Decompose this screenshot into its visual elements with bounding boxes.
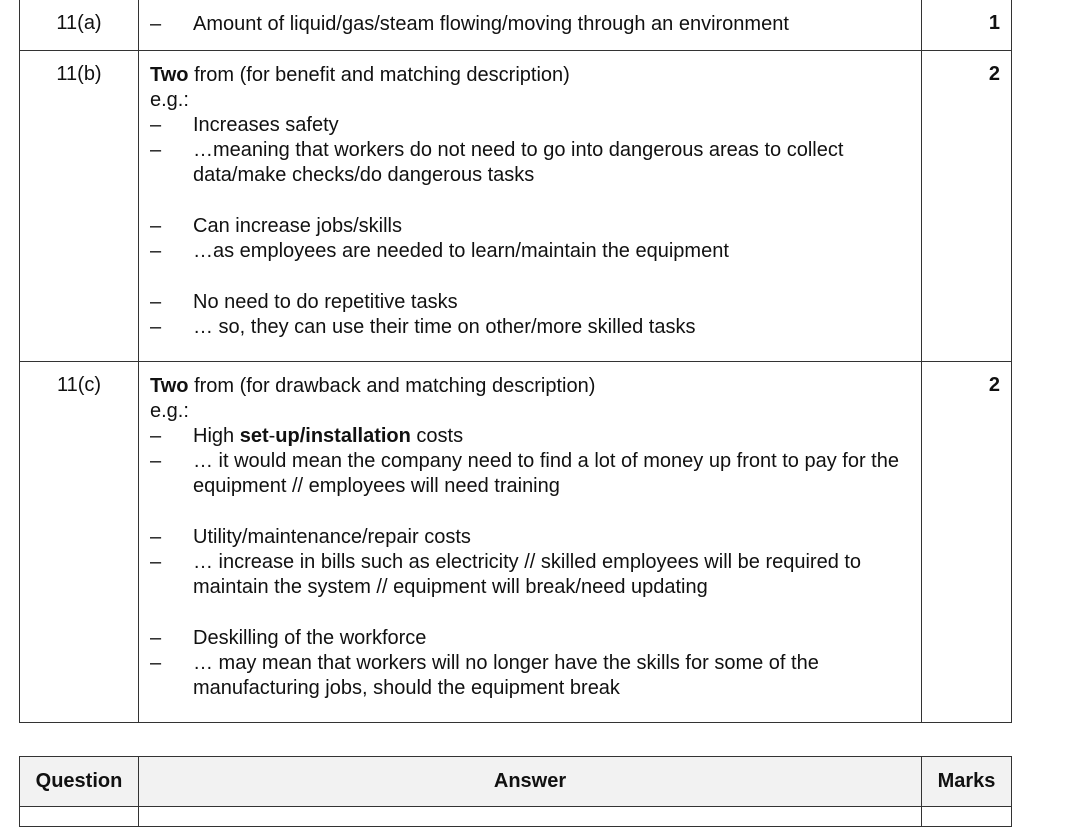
table-row: [20, 0, 1012, 51]
marks-cell: 1: [922, 0, 1012, 51]
list-item: – … may mean that workers will no longer have the skills for some of the manufacturing jobs, should the equipment break: [150, 652, 819, 699]
dash-bullet: –: [150, 13, 162, 35]
table-row: [20, 362, 1012, 723]
list-item: – High set-up/installation costs: [150, 425, 464, 447]
question-cell: 11(b): [20, 51, 139, 362]
list-item: – No need to do repetitive tasks: [150, 291, 458, 313]
header-answer: Answer: [139, 757, 922, 807]
list-item: – … increase in bills such as electricity // skilled employees will be required to maintain the system // equipment will break/need updating: [150, 551, 862, 598]
list-item: – … so, they can use their time on other/more skilled tasks: [150, 316, 696, 338]
list-item: – …meaning that workers do not need to go into dangerous areas to collect data/make checks/do dangerous tasks: [150, 139, 844, 186]
answer-cell: [139, 51, 922, 362]
next-table-header: [19, 756, 1012, 827]
marks-cell: 2: [922, 362, 1012, 723]
list-item: – … it would mean the company need to find a lot of money up front to pay for the equipment // employees will need training: [150, 450, 899, 497]
answer-cell: [139, 0, 922, 51]
list-item: – Can increase jobs/skills: [150, 215, 402, 237]
table-row: [20, 51, 1012, 362]
header-row: [20, 757, 1012, 807]
list-item: [150, 12, 913, 37]
eg-label: e.g.:: [150, 89, 189, 111]
header-marks: Marks: [922, 757, 1012, 807]
list-item: – …as employees are needed to learn/maintain the equipment: [150, 240, 729, 262]
answer-cell: [139, 362, 922, 723]
list-item: – Deskilling of the workforce: [150, 627, 427, 649]
list-item: – Increases safety: [150, 114, 339, 136]
mark-scheme-table: [19, 0, 1012, 723]
list-item: – Utility/maintenance/repair costs: [150, 526, 471, 548]
answer-intro: Two from (for benefit and matching description): [150, 64, 570, 86]
answer-intro: Two from (for drawback and matching description): [150, 375, 596, 397]
header-question: Question: [20, 757, 139, 807]
table-row: [20, 807, 1012, 827]
question-cell: 11(c): [20, 362, 139, 723]
question-cell: 11(a): [20, 0, 139, 51]
eg-label: e.g.:: [150, 400, 189, 422]
answer-text: Amount of liquid/gas/steam flowing/moving through an environment: [193, 13, 789, 35]
marks-cell: 2: [922, 51, 1012, 362]
